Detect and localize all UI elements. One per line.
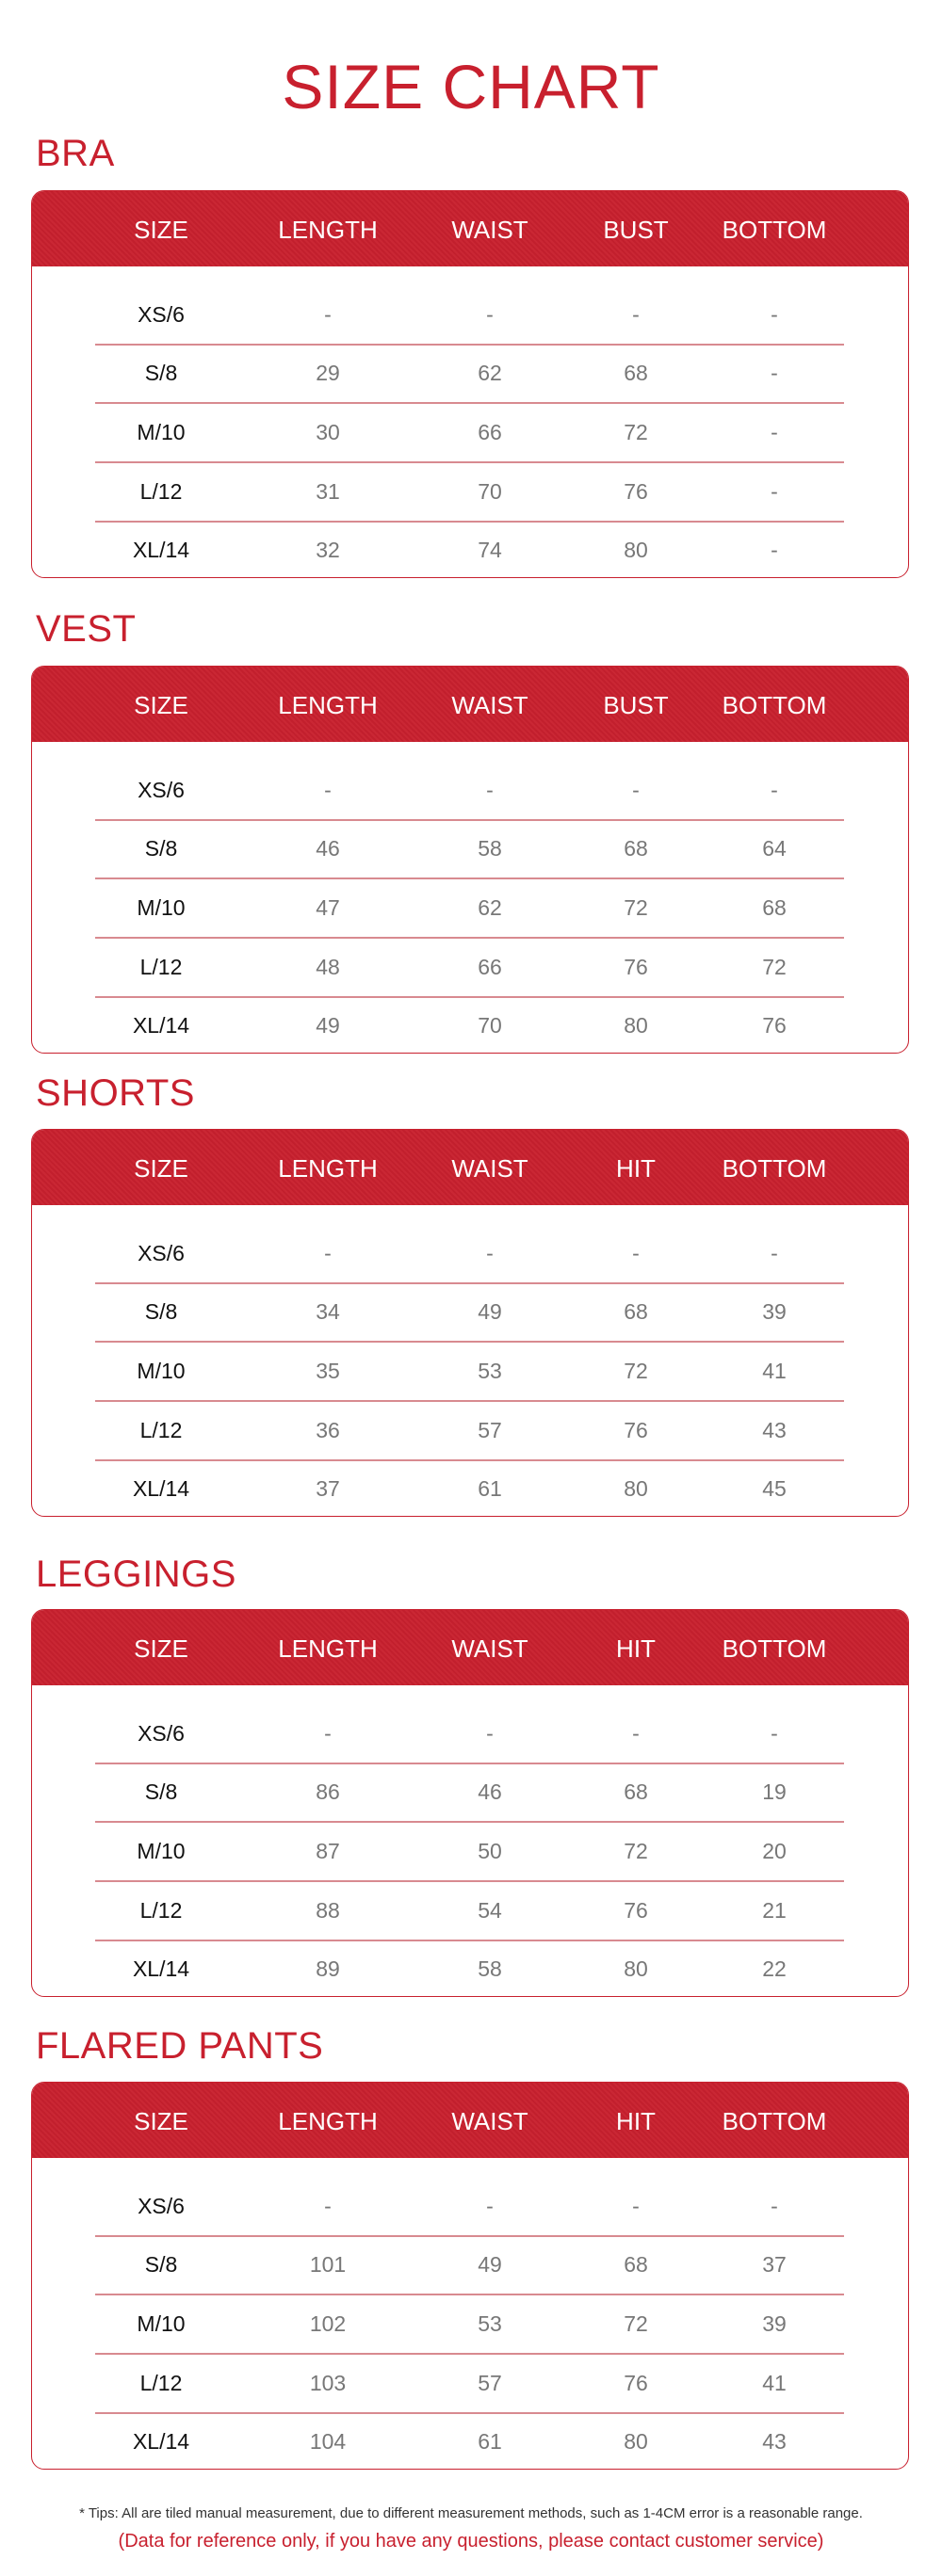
section-title: VEST <box>36 608 137 650</box>
section-title: BRA <box>36 133 115 174</box>
measurement-value: 22 <box>762 1956 787 1981</box>
size-label: S/8 <box>144 836 178 861</box>
measurement-value: 89 <box>316 1956 340 1981</box>
size-label: XL/14 <box>132 1013 190 1038</box>
table-header <box>32 1130 908 1205</box>
measurement-value: 61 <box>478 2429 502 2454</box>
measurement-value: - <box>324 1721 332 1746</box>
table-row <box>32 1401 909 1459</box>
section-title: SHORTS <box>36 1072 195 1114</box>
table-row <box>32 2354 909 2412</box>
column-header: LENGTH <box>278 691 378 719</box>
measurement-value: 70 <box>478 1013 502 1038</box>
table-row <box>32 819 909 877</box>
size-label: XS/6 <box>138 302 185 327</box>
measurement-value: 103 <box>309 2371 347 2395</box>
table-row <box>32 938 909 996</box>
measurement-value: 62 <box>478 895 502 920</box>
size-table <box>31 2082 909 2470</box>
measurement-value: 104 <box>309 2429 347 2454</box>
measurement-value: 20 <box>762 1839 787 1863</box>
size-label: M/10 <box>137 420 186 444</box>
table-row <box>32 1704 909 1763</box>
measurement-value: 76 <box>624 1418 648 1442</box>
measurement-value: 72 <box>624 2311 648 2336</box>
measurement-value: 64 <box>762 836 787 861</box>
measurement-value: 102 <box>309 2311 347 2336</box>
size-label: XL/14 <box>132 1476 190 1501</box>
measurement-value: 57 <box>478 1418 502 1442</box>
measurement-value: 68 <box>762 895 787 920</box>
measurement-value: 68 <box>624 836 648 861</box>
measurement-value: 41 <box>762 1359 787 1383</box>
measurement-value: 72 <box>762 955 787 979</box>
column-header: BOTTOM <box>722 1634 827 1663</box>
measurement-value: 34 <box>316 1299 340 1324</box>
column-header: HIT <box>616 1634 656 1663</box>
measurement-value: - <box>771 778 778 802</box>
table-header <box>32 191 908 266</box>
measurement-value: - <box>771 1241 778 1265</box>
column-header: BUST <box>603 216 669 244</box>
reference-note: (Data for reference only, if you have any questions, please contact customer service) <box>118 2531 824 2552</box>
measurement-value: 54 <box>478 1898 502 1923</box>
size-label: M/10 <box>137 1359 186 1383</box>
measurement-value: - <box>324 302 332 327</box>
column-header: WAIST <box>451 1154 528 1183</box>
measurement-value: 35 <box>316 1359 340 1383</box>
measurement-value: 48 <box>316 955 340 979</box>
measurement-value: 39 <box>762 2311 787 2336</box>
measurement-value: - <box>486 1241 494 1265</box>
table-row <box>32 996 909 1054</box>
table-row <box>32 1940 909 1997</box>
measurement-value: 49 <box>478 2252 502 2277</box>
measurement-value: 46 <box>478 1779 502 1804</box>
measurement-value: 80 <box>624 2429 648 2454</box>
size-label: XL/14 <box>132 2429 190 2454</box>
column-header: HIT <box>616 1154 656 1183</box>
column-header: SIZE <box>134 2107 188 2135</box>
table-row <box>32 462 909 521</box>
measurement-value: - <box>771 420 778 444</box>
measurement-value: 45 <box>762 1476 787 1501</box>
table-row <box>32 2294 909 2353</box>
table-row <box>32 761 909 819</box>
size-table <box>31 1609 909 1997</box>
table-row <box>32 1763 909 1821</box>
size-label: L/12 <box>139 2371 183 2395</box>
measurement-value: 76 <box>624 2371 648 2395</box>
measurement-value: 87 <box>316 1839 340 1863</box>
measurement-value: 47 <box>316 895 340 920</box>
measurement-value: 58 <box>478 1956 502 1981</box>
table-row <box>32 1822 909 1880</box>
size-label: XL/14 <box>132 538 190 562</box>
size-table <box>31 1129 909 1517</box>
table-row <box>32 2235 909 2294</box>
table-row <box>32 2177 909 2235</box>
measurement-value: - <box>324 1241 332 1265</box>
measurement-value: - <box>771 479 778 504</box>
column-header: SIZE <box>134 216 188 244</box>
table-header <box>32 667 908 742</box>
size-label: S/8 <box>144 1779 178 1804</box>
measurement-value: 76 <box>624 479 648 504</box>
size-label: S/8 <box>144 2252 178 2277</box>
measurement-value: 32 <box>316 538 340 562</box>
column-header: LENGTH <box>278 216 378 244</box>
measurement-value: - <box>486 1721 494 1746</box>
measurement-value: 80 <box>624 1476 648 1501</box>
column-header: BOTTOM <box>722 2107 827 2135</box>
column-header: HIT <box>616 2107 656 2135</box>
measurement-value: 31 <box>316 479 340 504</box>
measurement-value: 43 <box>762 1418 787 1442</box>
size-label: XS/6 <box>138 1241 185 1265</box>
size-label: M/10 <box>137 1839 186 1863</box>
measurement-value: 61 <box>478 1476 502 1501</box>
size-label: M/10 <box>137 2311 186 2336</box>
column-header: WAIST <box>451 691 528 719</box>
measurement-value: 72 <box>624 1839 648 1863</box>
measurement-value: - <box>632 2194 640 2218</box>
column-header: SIZE <box>134 1634 188 1663</box>
measurement-value: 66 <box>478 420 502 444</box>
size-label: XL/14 <box>132 1956 190 1981</box>
column-header: WAIST <box>451 2107 528 2135</box>
measurement-value: 72 <box>624 895 648 920</box>
table-row <box>32 285 909 344</box>
column-header: LENGTH <box>278 2107 378 2135</box>
table-row <box>32 1282 909 1341</box>
column-header: LENGTH <box>278 1154 378 1183</box>
measurement-value: 101 <box>309 2252 347 2277</box>
measurement-value: 68 <box>624 1299 648 1324</box>
measurement-value: 53 <box>478 2311 502 2336</box>
measurement-value: 36 <box>316 1418 340 1442</box>
measurement-value: 50 <box>478 1839 502 1863</box>
column-header: BOTTOM <box>722 691 827 719</box>
table-row <box>32 878 909 937</box>
tips-text: * Tips: All are tiled manual measurement, due to different measurement methods, such as 1-4CM error is a reasonable range. <box>79 2505 863 2521</box>
measurement-value: - <box>771 302 778 327</box>
measurement-value: 30 <box>316 420 340 444</box>
measurement-value: - <box>632 302 640 327</box>
measurement-value: 76 <box>624 1898 648 1923</box>
size-label: L/12 <box>139 479 183 504</box>
column-header: BOTTOM <box>722 1154 827 1183</box>
measurement-value: 37 <box>762 2252 787 2277</box>
table-header <box>32 1610 908 1685</box>
table-header <box>32 2083 908 2158</box>
size-label: S/8 <box>144 361 178 385</box>
size-table <box>31 666 909 1054</box>
table-row <box>32 344 909 402</box>
measurement-value: - <box>486 778 494 802</box>
page-title: SIZE CHART <box>282 52 660 121</box>
measurement-value: 37 <box>316 1476 340 1501</box>
measurement-value: 68 <box>624 1779 648 1804</box>
table-row <box>32 1224 909 1282</box>
measurement-value: 70 <box>478 479 502 504</box>
column-header: WAIST <box>451 216 528 244</box>
column-header: SIZE <box>134 1154 188 1183</box>
measurement-value: 76 <box>762 1013 787 1038</box>
size-label: M/10 <box>137 895 186 920</box>
measurement-value: 74 <box>478 538 502 562</box>
measurement-value: - <box>632 778 640 802</box>
measurement-value: 80 <box>624 1956 648 1981</box>
table-row <box>32 2412 909 2470</box>
column-header: BUST <box>603 691 669 719</box>
measurement-value: 80 <box>624 1013 648 1038</box>
measurement-value: 43 <box>762 2429 787 2454</box>
measurement-value: 72 <box>624 420 648 444</box>
measurement-value: - <box>771 2194 778 2218</box>
table-row <box>32 1459 909 1517</box>
measurement-value: 53 <box>478 1359 502 1383</box>
measurement-value: - <box>486 302 494 327</box>
column-header: BOTTOM <box>722 216 827 244</box>
measurement-value: 49 <box>478 1299 502 1324</box>
table-row <box>32 521 909 578</box>
size-label: L/12 <box>139 1898 183 1923</box>
size-table <box>31 190 909 578</box>
measurement-value: 88 <box>316 1898 340 1923</box>
measurement-value: 66 <box>478 955 502 979</box>
measurement-value: 86 <box>316 1779 340 1804</box>
measurement-value: 21 <box>762 1898 787 1923</box>
measurement-value: 80 <box>624 538 648 562</box>
measurement-value: 41 <box>762 2371 787 2395</box>
measurement-value: 29 <box>316 361 340 385</box>
size-label: S/8 <box>144 1299 178 1324</box>
column-header: LENGTH <box>278 1634 378 1663</box>
measurement-value: 19 <box>762 1779 787 1804</box>
table-row <box>32 1342 909 1400</box>
section-title: LEGGINGS <box>36 1554 236 1595</box>
measurement-value: - <box>324 2194 332 2218</box>
size-label: XS/6 <box>138 1721 185 1746</box>
measurement-value: 62 <box>478 361 502 385</box>
size-label: L/12 <box>139 1418 183 1442</box>
size-label: XS/6 <box>138 778 185 802</box>
measurement-value: - <box>771 538 778 562</box>
table-row <box>32 1881 909 1940</box>
measurement-value: 76 <box>624 955 648 979</box>
measurement-value: 58 <box>478 836 502 861</box>
measurement-value: 57 <box>478 2371 502 2395</box>
measurement-value: - <box>324 778 332 802</box>
size-label: XS/6 <box>138 2194 185 2218</box>
measurement-value: 49 <box>316 1013 340 1038</box>
column-header: WAIST <box>451 1634 528 1663</box>
measurement-value: - <box>771 1721 778 1746</box>
measurement-value: 46 <box>316 836 340 861</box>
measurement-value: 39 <box>762 1299 787 1324</box>
size-label: L/12 <box>139 955 183 979</box>
measurement-value: - <box>771 361 778 385</box>
measurement-value: - <box>632 1721 640 1746</box>
section-title: FLARED PANTS <box>36 2025 324 2067</box>
measurement-value: - <box>486 2194 494 2218</box>
measurement-value: 68 <box>624 2252 648 2277</box>
measurement-value: 72 <box>624 1359 648 1383</box>
column-header: SIZE <box>134 691 188 719</box>
measurement-value: 68 <box>624 361 648 385</box>
measurement-value: - <box>632 1241 640 1265</box>
table-row <box>32 403 909 461</box>
